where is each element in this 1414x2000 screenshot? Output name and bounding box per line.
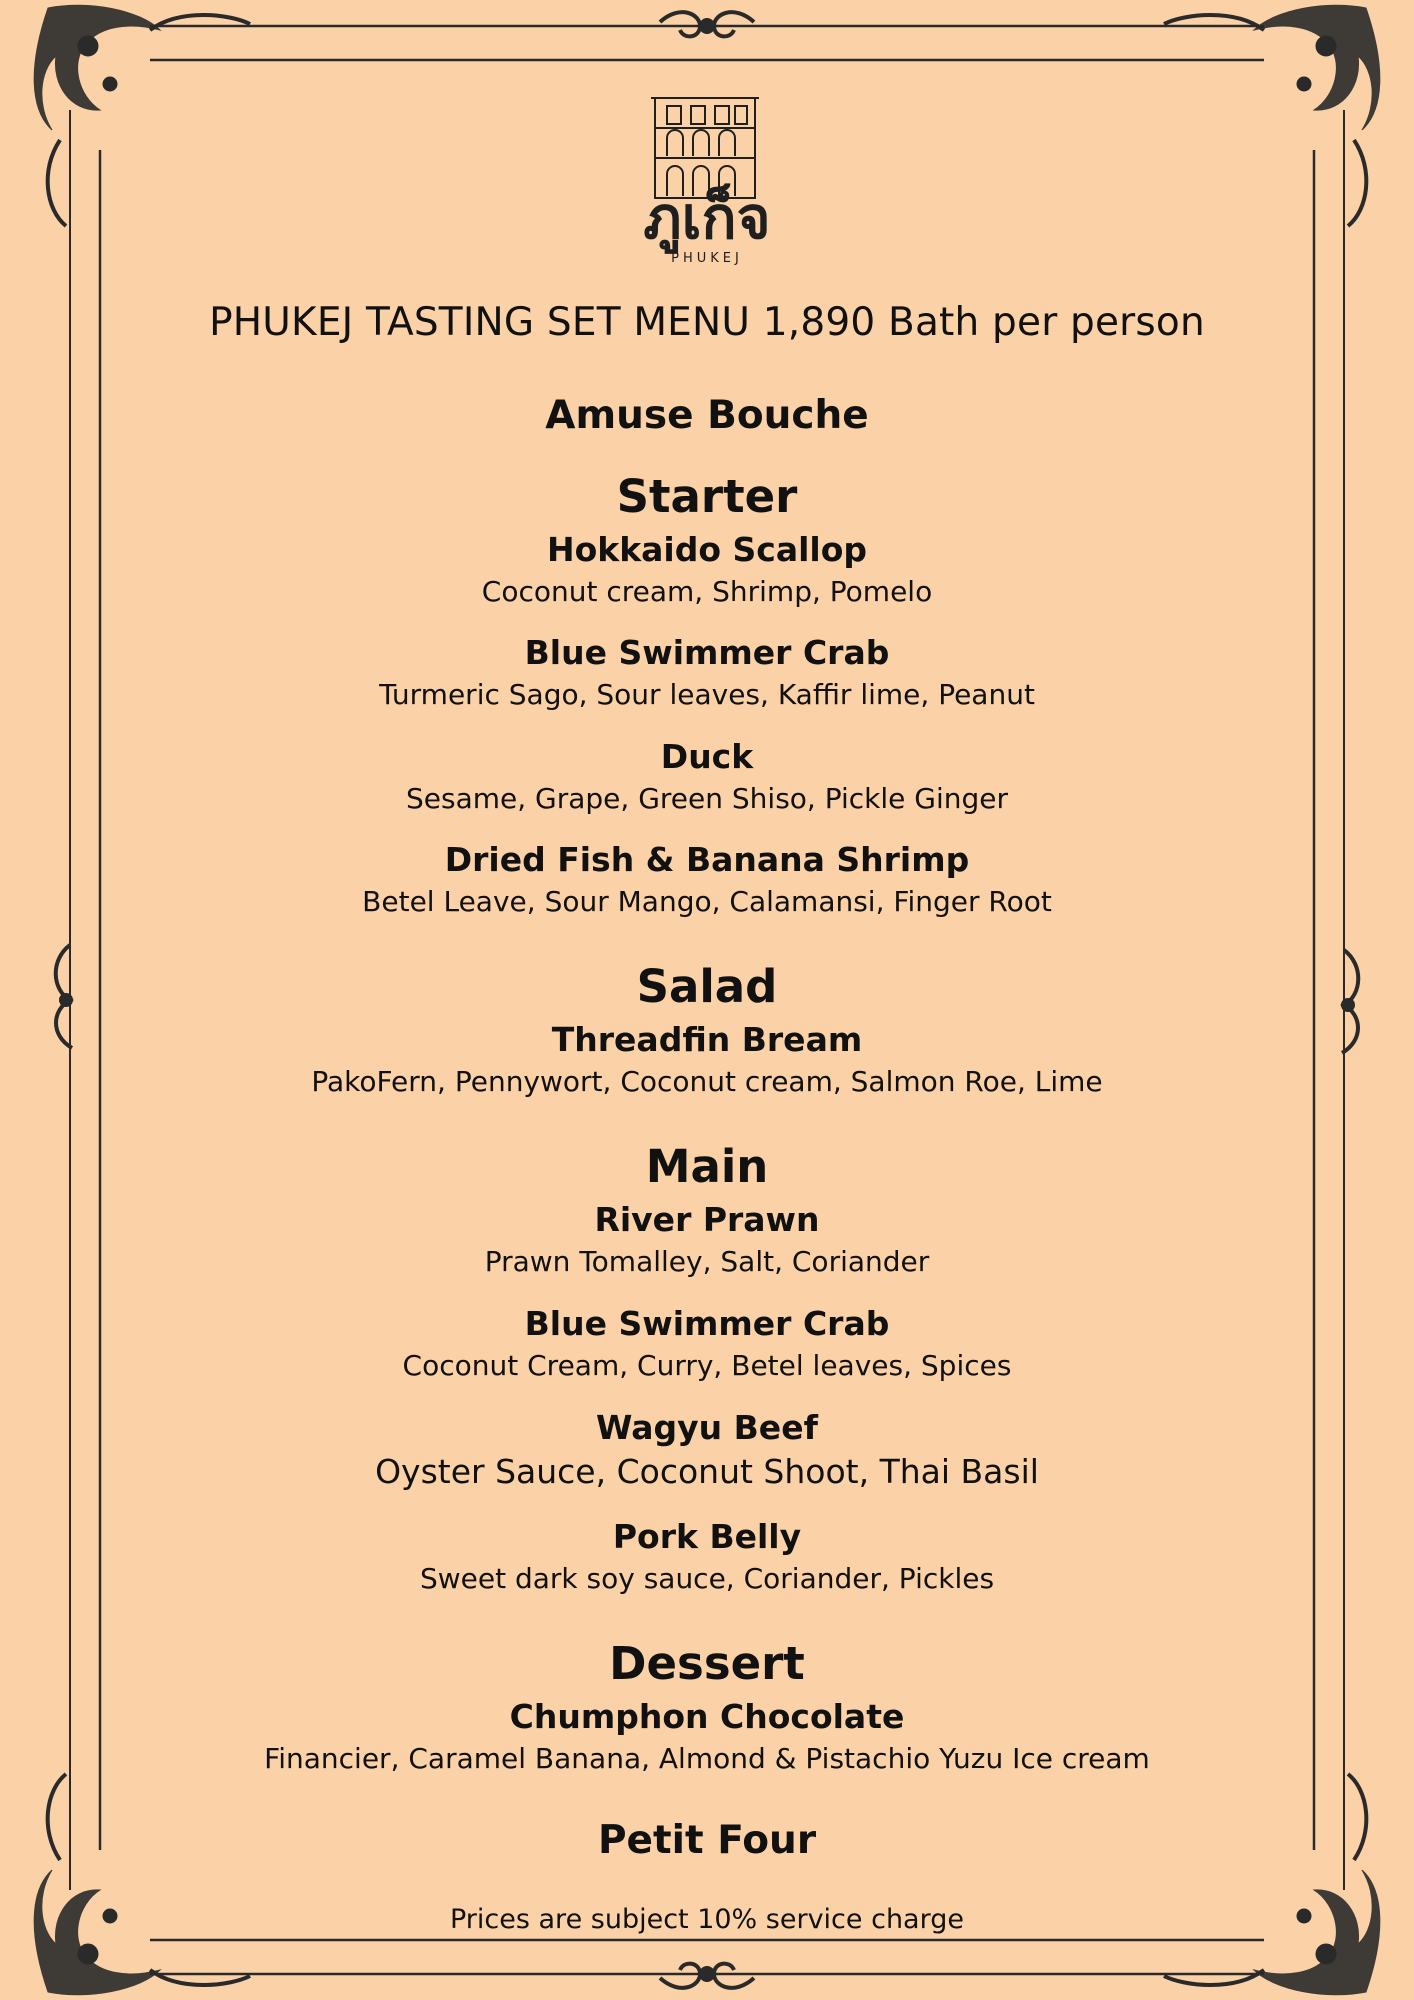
main-heading: Main xyxy=(645,1140,769,1193)
dish-name: Blue Swimmer Crab xyxy=(524,633,890,672)
dish-description: Prawn Tomalley, Salt, Coriander xyxy=(484,1245,930,1278)
petit-four-heading: Petit Four xyxy=(597,1818,817,1863)
dish-name: Blue Swimmer Crab xyxy=(524,1304,890,1343)
dish-name: Wagyu Beef xyxy=(596,1408,818,1447)
dessert-heading: Dessert xyxy=(609,1637,805,1690)
dish-name: Pork Belly xyxy=(612,1517,802,1556)
amuse-bouche-heading: Amuse Bouche xyxy=(545,393,869,438)
dish-name: Threadfin Bream xyxy=(551,1020,863,1059)
dish-name: Dried Fish & Banana Shrimp xyxy=(444,840,970,879)
dish-description: Sweet dark soy sauce, Coriander, Pickles xyxy=(419,1562,995,1595)
restaurant-logo xyxy=(595,88,819,268)
dish-name: Chumphon Chocolate xyxy=(509,1697,905,1736)
dish-description: Betel Leave, Sour Mango, Calamansi, Finger Root xyxy=(362,885,1052,918)
dish-description: Coconut Cream, Curry, Betel leaves, Spices xyxy=(402,1349,1012,1382)
starter-heading: Starter xyxy=(616,470,798,523)
dish-name: River Prawn xyxy=(594,1200,820,1239)
logo-wordmark: ภูเก็จ xyxy=(643,184,771,252)
dish-name: Hokkaido Scallop xyxy=(546,530,868,569)
logo-subtext: PHUKEJ xyxy=(671,251,743,266)
dish-name: Duck xyxy=(660,737,754,776)
dish-description: Financier, Caramel Banana, Almond & Pistachio Yuzu Ice cream xyxy=(264,1742,1150,1775)
salad-heading: Salad xyxy=(636,960,778,1013)
dish-description: PakoFern, Pennywort, Coconut cream, Salmon Roe, Lime xyxy=(311,1065,1103,1098)
dish-description: Turmeric Sago, Sour leaves, Kaffir lime, Peanut xyxy=(379,678,1035,711)
dish-description: Sesame, Grape, Green Shiso, Pickle Ginger xyxy=(405,782,1009,815)
service-charge-note: Prices are subject 10% service charge xyxy=(450,1904,964,1935)
menu-title: PHUKEJ TASTING SET MENU 1,890 Bath per person xyxy=(209,300,1205,345)
dish-description: Coconut cream, Shrimp, Pomelo xyxy=(481,575,933,608)
dish-description: Oyster Sauce, Coconut Shoot, Thai Basil xyxy=(375,1452,1039,1491)
